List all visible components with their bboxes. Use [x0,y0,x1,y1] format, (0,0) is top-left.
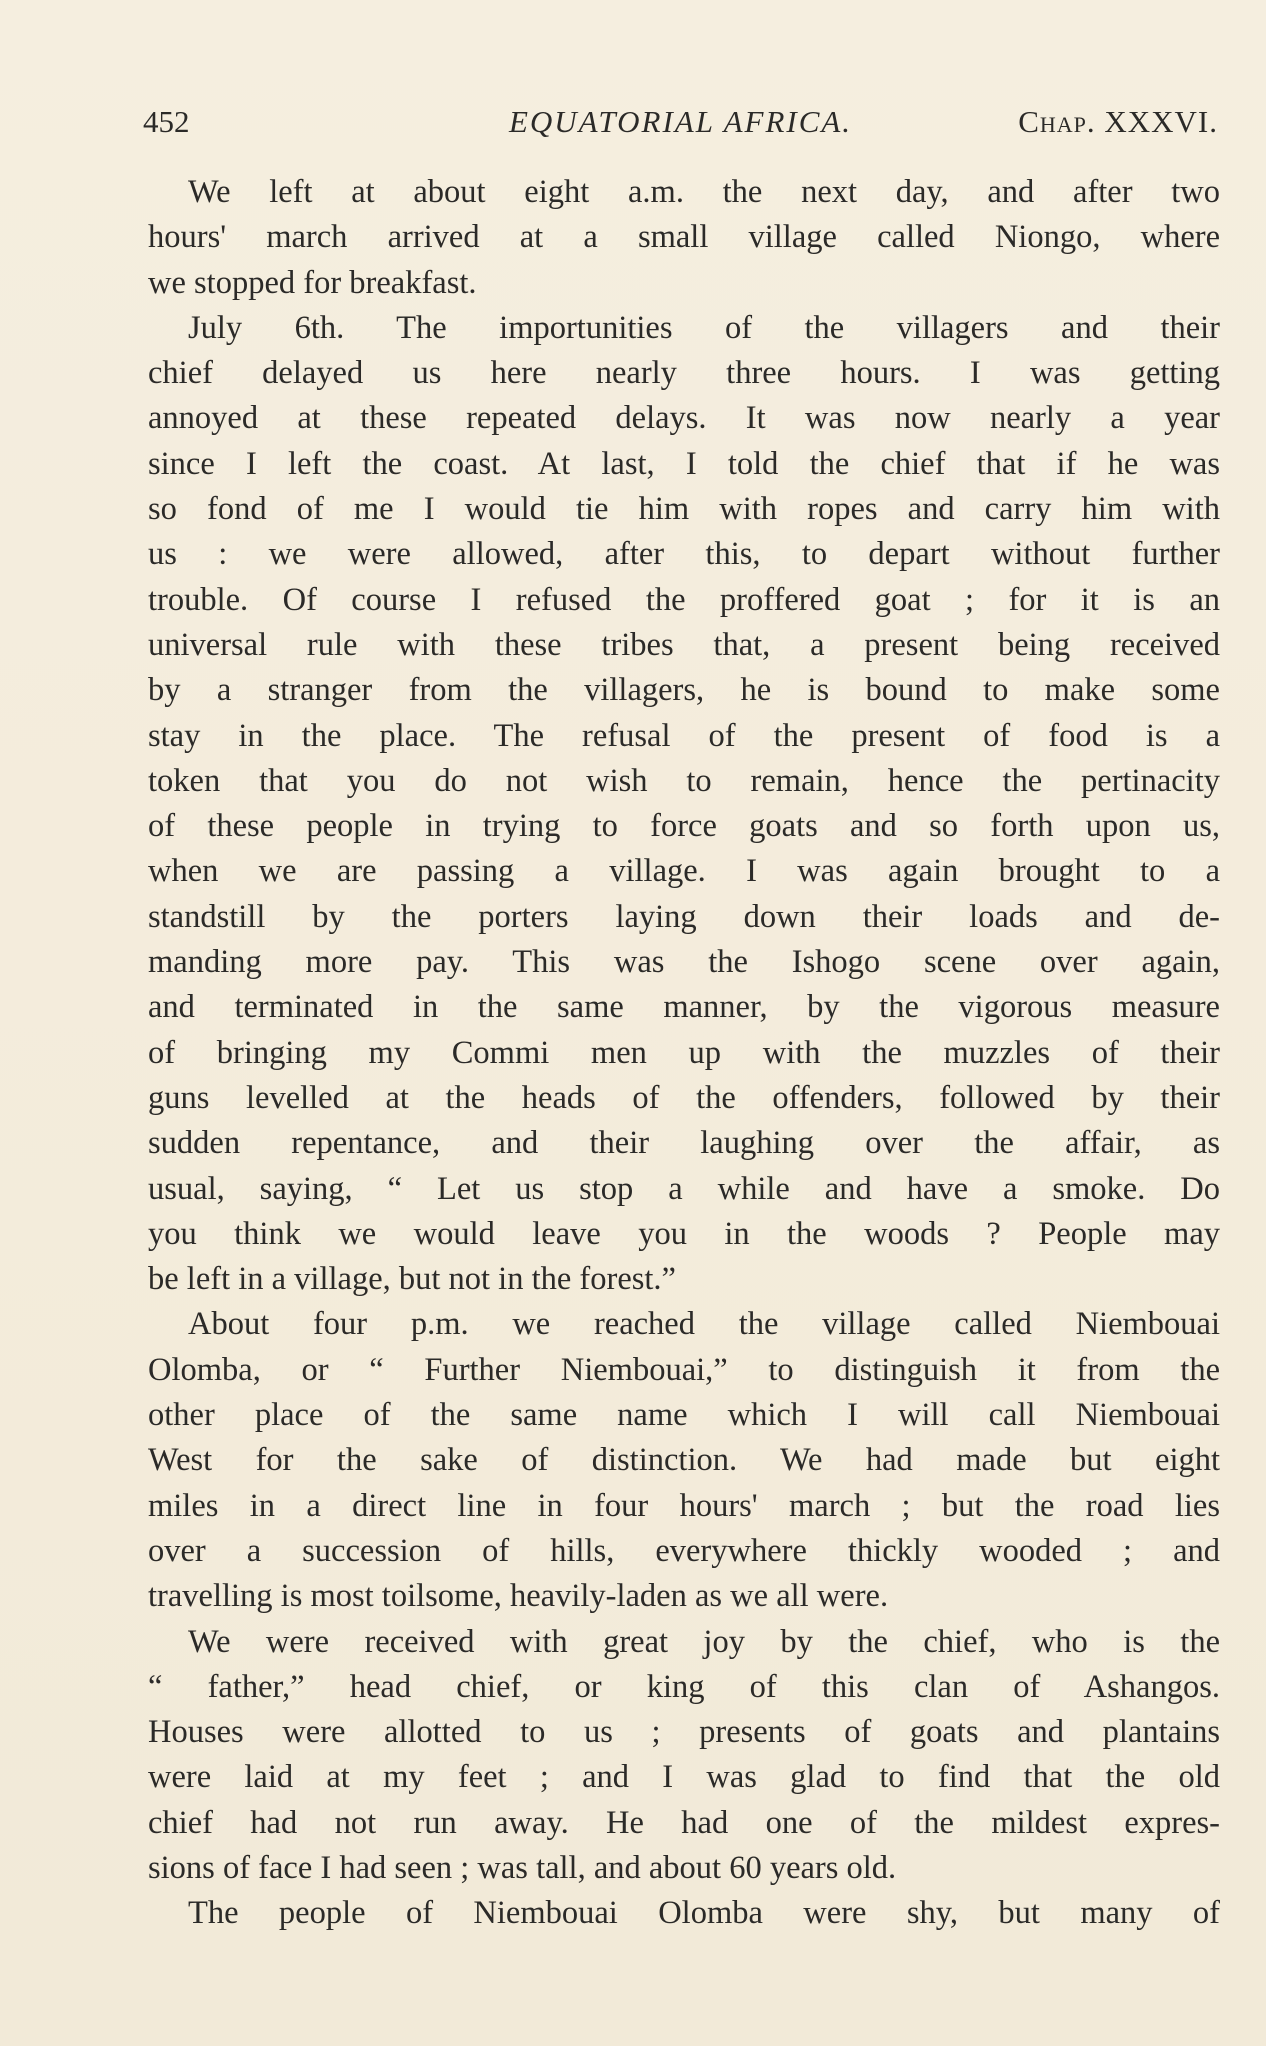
text-line: travelling is most toilsome, heavily-laden as we all were. [148,1578,889,1615]
text-line: miles in a direct line in four hours' march ; but the road lies [148,1487,1220,1524]
text-line: trouble. Of course I refused the proffered goat ; for it is an [148,581,1220,618]
text-line: be left in a village, but not in the forest.” [148,1261,676,1298]
text-line: annoyed at these repeated delays. It was now nearly a year [148,400,1220,437]
text-line: other place of the same name which I will call Niembouai [148,1397,1220,1434]
text-line: We left at about eight a.m. the next day, and after two [188,174,1220,210]
text-line: of these people in trying to force goats and so forth upon us, [148,808,1220,845]
text-line: chief delayed us here nearly three hours. I was getting [148,355,1220,392]
text-line: The people of Niembouai Olomba were shy, but many of [188,1895,1220,1932]
text-line: you think we would leave you in the woods ? People may [148,1215,1220,1252]
text-line: Olomba, or “ Further Niembouai,” to distinguish it from the [148,1351,1220,1388]
text-line: of bringing my Commi men up with the muzzles of their [148,1034,1220,1071]
text-line: universal rule with these tribes that, a present being received [148,626,1220,663]
text-line: stay in the place. The refusal of the present of food is a [148,717,1220,754]
text-line: “ father,” head chief, or king of this clan of Ashangos. [148,1668,1220,1705]
text-line: we stopped for breakfast. [148,264,477,301]
text-line: so fond of me I would tie him with ropes and carry him with [148,491,1220,528]
text-line: and terminated in the same manner, by the vigorous measure [148,989,1220,1026]
text-line: We were received with great joy by the chief, who is the [188,1623,1220,1660]
text-line: over a succession of hills, everywhere thickly wooded ; and [148,1532,1220,1569]
page-number: 452 [143,104,190,139]
body-text [148,170,1220,1937]
text-line: sions of face I had seen ; was tall, and about 60 years old. [148,1849,897,1886]
text-line: sudden repentance, and their laughing over the affair, as [148,1125,1220,1162]
text-line: Houses were allotted to us ; presents of goats and plantains [148,1714,1220,1751]
running-head [143,100,1218,144]
text-line: manding more pay. This was the Ishogo scene over again, [148,944,1220,981]
book-title: EQUATORIAL AFRICA. [508,104,853,139]
text-line: since I left the coast. At last, I told the chief that if he was [148,445,1220,482]
text-line: when we are passing a village. I was again brought to a [148,853,1220,890]
chapter-label: Chap. XXXVI. [1018,104,1218,139]
text-line: West for the sake of distinction. We had made but eight [148,1442,1220,1479]
text-line: July 6th. The importunities of the villagers and their [188,309,1220,346]
text-line: guns levelled at the heads of the offenders, followed by their [148,1079,1220,1116]
text-line: usual, saying, “ Let us stop a while and have a smoke. Do [148,1170,1220,1207]
text-line: chief had not run away. He had one of the mildest expres- [148,1804,1220,1841]
text-line: were laid at my feet ; and I was glad to find that the old [148,1759,1220,1796]
text-line: token that you do not wish to remain, hence the pertinacity [148,762,1220,799]
text-line: us : we were allowed, after this, to depart without further [148,536,1220,573]
text-line: hours' march arrived at a small village called Niongo, where [148,219,1220,256]
text-line: About four p.m. we reached the village called Niembouai [188,1306,1220,1343]
text-line: standstill by the porters laying down their loads and de- [148,898,1220,935]
text-line: by a stranger from the villagers, he is bound to make some [148,672,1220,709]
